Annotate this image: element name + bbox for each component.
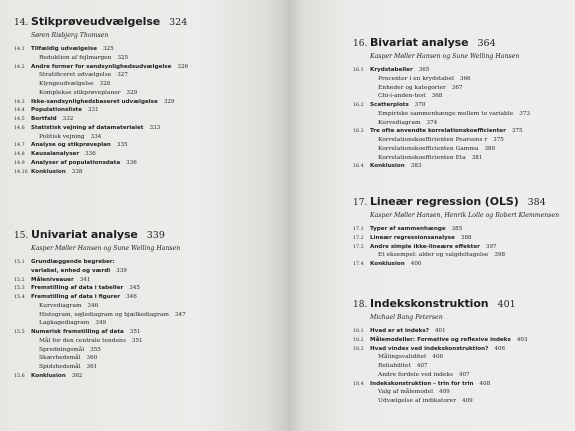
toc-entry [353, 252, 559, 261]
chapter-17 [353, 195, 559, 270]
section-number: 16.4 [353, 164, 364, 170]
chapter-title: Indekskonstruktion [370, 297, 489, 310]
section-page-number: 366 [459, 75, 471, 82]
section-page-number: 370 [414, 102, 426, 108]
section-page-number: 345 [129, 285, 140, 292]
toc-entry [353, 381, 528, 390]
toc-entry [353, 128, 530, 137]
toc-entry [14, 46, 188, 55]
chapter-number: 15. [14, 231, 29, 241]
section-title: Udvælgelse af indikatorer [378, 398, 457, 404]
section-number: 14.8 [14, 152, 25, 157]
section-title: Grundlæggende begreber: [31, 259, 115, 265]
section-title: Krydstabeller [370, 67, 413, 73]
section-title: Fremstilling af data i tabeller [31, 285, 124, 292]
section-title: Analyse og stikprøveplan [31, 142, 111, 149]
section-number: 16.2 [353, 103, 364, 108]
section-title: Konklusion [370, 261, 405, 267]
section-page-number: 334 [90, 133, 102, 140]
chapter-14 [14, 15, 188, 177]
section-title: Andre simple ikke-lineære effekter [370, 243, 480, 250]
section-number: 14.6 [14, 125, 25, 131]
toc-entry [353, 85, 530, 94]
section-page-number: 367 [451, 84, 463, 91]
chapter-18 [353, 297, 528, 407]
toc-entry [353, 244, 559, 253]
section-title: Hvad vindes ved indekskonstruktion? [370, 345, 489, 352]
section-page-number: 336 [126, 159, 137, 166]
toc-entry [353, 137, 530, 146]
chapter-heading [14, 15, 188, 28]
section-page-number: 346 [126, 294, 137, 300]
section-number: 17.2 [353, 235, 364, 241]
section-page-number: 332 [62, 116, 74, 122]
section-page-number: 327 [117, 72, 128, 79]
toc-entry [353, 328, 528, 337]
section-page-number: 403 [516, 336, 528, 343]
section-page-number: 368 [431, 93, 443, 100]
section-page-number: 385 [451, 226, 463, 232]
section-title: Tre ofte anvendte korrelationskoefficienter [370, 128, 506, 135]
section-title: Reduktion af fejlmargen [39, 54, 112, 61]
section-page-number: 335 [116, 142, 128, 149]
toc-entry [14, 320, 186, 329]
toc-entry [14, 125, 188, 134]
section-page-number: 407 [459, 371, 470, 378]
section-number: 14.1 [14, 47, 25, 52]
section-title: Valg af målemodel [378, 389, 434, 396]
section-page-number: 360 [86, 355, 98, 362]
section-page-number: 333 [149, 124, 161, 131]
toc-entry [14, 169, 188, 178]
section-number: 15.4 [14, 295, 25, 300]
section-title: Konklusion [370, 163, 405, 170]
section-title: Scatterplots [370, 102, 409, 108]
toc-entry [353, 261, 559, 270]
section-title: Konklusion [31, 168, 66, 175]
section-title: Empiriske sammenhænge mellem to variable [378, 110, 514, 117]
section-title: Korrelationskoefficienten Gamma [378, 145, 479, 152]
section-page-number: 408 [479, 380, 491, 387]
section-title: Indekskonstruktion – trin for trin [370, 380, 474, 387]
chapter-page-number: 401 [497, 299, 516, 310]
section-number: 18.3 [353, 346, 364, 352]
chapter-heading [353, 195, 559, 208]
section-title: Et eksempel: alder og valgdeltagelse [378, 252, 489, 259]
section-page-number: 325 [117, 54, 129, 61]
toc-entry [14, 116, 188, 125]
toc-entry [353, 67, 530, 76]
section-title: Chi-i-anden-test [378, 93, 426, 100]
section-title: Spidshedsmål [39, 364, 81, 370]
section-page-number: 383 [410, 163, 422, 170]
section-number: 17.3 [353, 244, 364, 250]
section-page-number: 401 [434, 328, 446, 334]
section-title: Mål for den centrale tendens [39, 337, 126, 344]
section-title: Andre fordele ved indeks [378, 371, 454, 378]
chapter-16 [353, 36, 530, 172]
section-page-number: 398 [494, 252, 506, 259]
section-number: 18.2 [353, 337, 364, 343]
section-title: Numerisk fremstilling af data [31, 329, 124, 335]
section-page-number: 351 [131, 337, 143, 344]
section-number: 14.5 [14, 117, 25, 122]
toc-entry [14, 347, 186, 356]
section-page-number: 365 [418, 67, 430, 73]
section-page-number: 373 [519, 110, 530, 117]
chapter-author: Kasper Møller Hansen og Sune Welling Hansen [31, 245, 181, 252]
section-title: Målingsvaliditet [378, 354, 427, 361]
section-title: Andre former for sandsynlighedsudvælgelse [31, 63, 172, 70]
chapter-heading [14, 228, 186, 241]
toc-entry [353, 163, 530, 172]
chapter-title: Stikprøveudvælgelse [31, 15, 161, 28]
section-number: 14.3 [14, 99, 25, 105]
section-number: 17.1 [353, 227, 364, 232]
section-title: Komplekse stikprøveplaner [39, 89, 121, 96]
section-page-number: 361 [86, 364, 98, 370]
section-page-number: 375 [493, 137, 504, 143]
chapter-number: 18. [353, 300, 368, 310]
section-page-number: 375 [511, 128, 523, 135]
toc-entry [353, 346, 528, 355]
toc-entry [14, 355, 186, 364]
toc-entry [353, 363, 528, 372]
chapter-title: Bivariat analyse [370, 36, 469, 49]
chapter-author: Kasper Møller Hansen og Sune Welling Hansen [370, 53, 520, 60]
section-page-number: 381 [471, 154, 483, 161]
toc-entry [14, 329, 186, 338]
section-title: Korrelationskoefficienten Eta [378, 154, 466, 161]
toc-entry [14, 294, 186, 303]
section-title: Kurvediagram [378, 119, 421, 126]
toc-entry [14, 72, 188, 81]
section-number: 17.4 [353, 262, 364, 267]
chapter-author: Søren Risbjerg Thomsen [31, 32, 109, 39]
section-number: 15.6 [14, 373, 25, 379]
section-title: Spredningsmål [39, 346, 85, 353]
chapter-author: Michael Bang Petersen [370, 314, 443, 321]
toc-entry [353, 93, 530, 102]
section-number: 15.2 [14, 277, 25, 283]
section-page-number: 362 [71, 372, 83, 379]
chapter-author: Kasper Møller Hansen, Henrik Lolle og Robert Klemmensen [370, 212, 560, 219]
section-page-number: 347 [175, 311, 186, 318]
toc-entry [14, 259, 186, 268]
section-page-number: 406 [494, 345, 506, 352]
section-page-number: 400 [410, 261, 422, 267]
section-page-number: 407 [416, 363, 428, 369]
toc-entry [14, 277, 186, 286]
section-page-number: 397 [485, 243, 497, 250]
chapter-page-number: 324 [169, 17, 188, 28]
section-page-number: 331 [88, 107, 99, 114]
toc-entry [353, 120, 530, 129]
section-title: Populationsliste [31, 107, 82, 114]
section-page-number: 349 [95, 320, 107, 327]
section-title: Reliabilitet [378, 363, 411, 369]
toc-entry [14, 90, 188, 99]
toc-entry [353, 235, 559, 244]
section-page-number: 328 [99, 81, 111, 87]
chapter-title: Univariat analyse [31, 228, 138, 241]
section-title: Ikke-sandsynlighedsbaseret udvælgelse [31, 98, 158, 105]
toc-entry [353, 76, 530, 85]
section-page-number: 374 [426, 119, 438, 126]
section-page-number: 409 [462, 398, 473, 404]
chapter-page-number: 384 [527, 197, 546, 208]
toc-entry [14, 285, 186, 294]
section-page-number: 341 [79, 276, 91, 283]
section-number: 14.10 [14, 169, 28, 175]
section-number: 14.7 [14, 143, 25, 149]
toc-entry [353, 398, 528, 407]
section-title: Kausalanalyser [31, 151, 80, 157]
toc-entry [353, 337, 528, 346]
section-title: variabel, enhed og værdi [31, 267, 111, 274]
toc-entry [353, 354, 528, 363]
section-number: 14.2 [14, 64, 25, 70]
toc-entry [14, 134, 188, 143]
section-title: Stratificeret udvælgelse [39, 72, 112, 79]
section-title: Målemodeller: Formative og reflexive indeks [370, 336, 511, 343]
chapter-title: Lineær regression (OLS) [370, 195, 519, 208]
section-page-number: 338 [71, 168, 83, 175]
toc-entry [14, 64, 188, 73]
chapter-15 [14, 228, 186, 382]
section-title: Typer af sammenhænge [370, 226, 446, 232]
section-number: 15.3 [14, 286, 25, 292]
section-page-number: 409 [439, 389, 450, 396]
chapter-number: 14. [14, 18, 29, 28]
toc-entry [14, 107, 188, 116]
section-title: Klyngeudvælgelse [39, 81, 94, 87]
section-page-number: 406 [432, 354, 444, 361]
toc-entry [353, 226, 559, 235]
toc-entry [353, 102, 530, 111]
section-number: 14.4 [14, 108, 25, 114]
section-title: Analyser af populationsdata [31, 159, 121, 166]
toc-entry [14, 364, 186, 373]
toc-entry [14, 99, 188, 108]
toc-entry [14, 303, 186, 312]
chapter-number: 16. [353, 39, 368, 49]
toc-entry [14, 338, 186, 347]
section-title: Histogram, søjlediagram og bjælkediagram [39, 311, 169, 318]
section-page-number: 325 [103, 46, 114, 52]
chapter-page-number: 364 [477, 38, 496, 49]
right-page [288, 0, 575, 431]
section-title: Kurvediagram [39, 302, 82, 309]
section-number: 18.4 [353, 381, 364, 387]
section-title: Tilfældig udvælgelse [31, 46, 97, 52]
section-number: 16.1 [353, 68, 364, 73]
section-page-number: 336 [85, 151, 96, 157]
section-title: Korrelationskoefficienten Pearsons r [378, 137, 488, 143]
section-title: Fremstilling af data i figurer [31, 294, 121, 300]
chapter-number: 17. [353, 198, 368, 208]
toc-entry [353, 146, 530, 155]
toc-entry [14, 160, 188, 169]
section-title: Hvad er et indeks? [370, 328, 429, 334]
toc-entry [14, 55, 188, 64]
toc-entry [14, 142, 188, 151]
section-number: 18.1 [353, 329, 364, 334]
toc-entry [14, 268, 186, 277]
toc-entry [353, 155, 530, 164]
section-page-number: 351 [129, 329, 141, 335]
chapter-heading [353, 36, 530, 49]
toc-entry [14, 373, 186, 382]
section-page-number: 329 [163, 98, 175, 105]
section-page-number: 388 [460, 234, 472, 241]
section-title: Skævhedsmål [39, 355, 81, 362]
section-title: Bortfald [31, 116, 57, 122]
section-title: Konklusion [31, 372, 66, 379]
section-title: Lagkagediagram [39, 320, 90, 327]
section-title: Måleniveauer [31, 276, 74, 283]
toc-entry [353, 372, 528, 381]
toc-entry [14, 151, 188, 160]
toc-entry [353, 111, 530, 120]
section-page-number: 339 [116, 267, 127, 274]
toc-entry [14, 81, 188, 90]
section-title: Procenter i en krydstabel [378, 75, 454, 82]
section-page-number: 326 [177, 63, 189, 70]
section-number: 16.3 [353, 129, 364, 135]
chapter-page-number: 339 [146, 230, 165, 241]
section-number: 15.1 [14, 260, 25, 265]
section-title: Statistisk vejning af datamaterialet [31, 124, 144, 131]
section-number: 15.5 [14, 330, 25, 335]
section-page-number: 346 [87, 302, 99, 309]
section-title: Politisk vejning [39, 133, 85, 140]
toc-entry [353, 389, 528, 398]
section-page-number: 329 [126, 89, 138, 96]
section-title: Enheder og kategorier [378, 84, 446, 91]
toc-entry [14, 312, 186, 321]
section-page-number: 380 [484, 145, 496, 152]
section-number: 14.9 [14, 160, 25, 166]
chapter-heading [353, 297, 528, 310]
section-title: Lineær regressionsanalyse [370, 234, 455, 241]
section-page-number: 355 [90, 346, 101, 353]
